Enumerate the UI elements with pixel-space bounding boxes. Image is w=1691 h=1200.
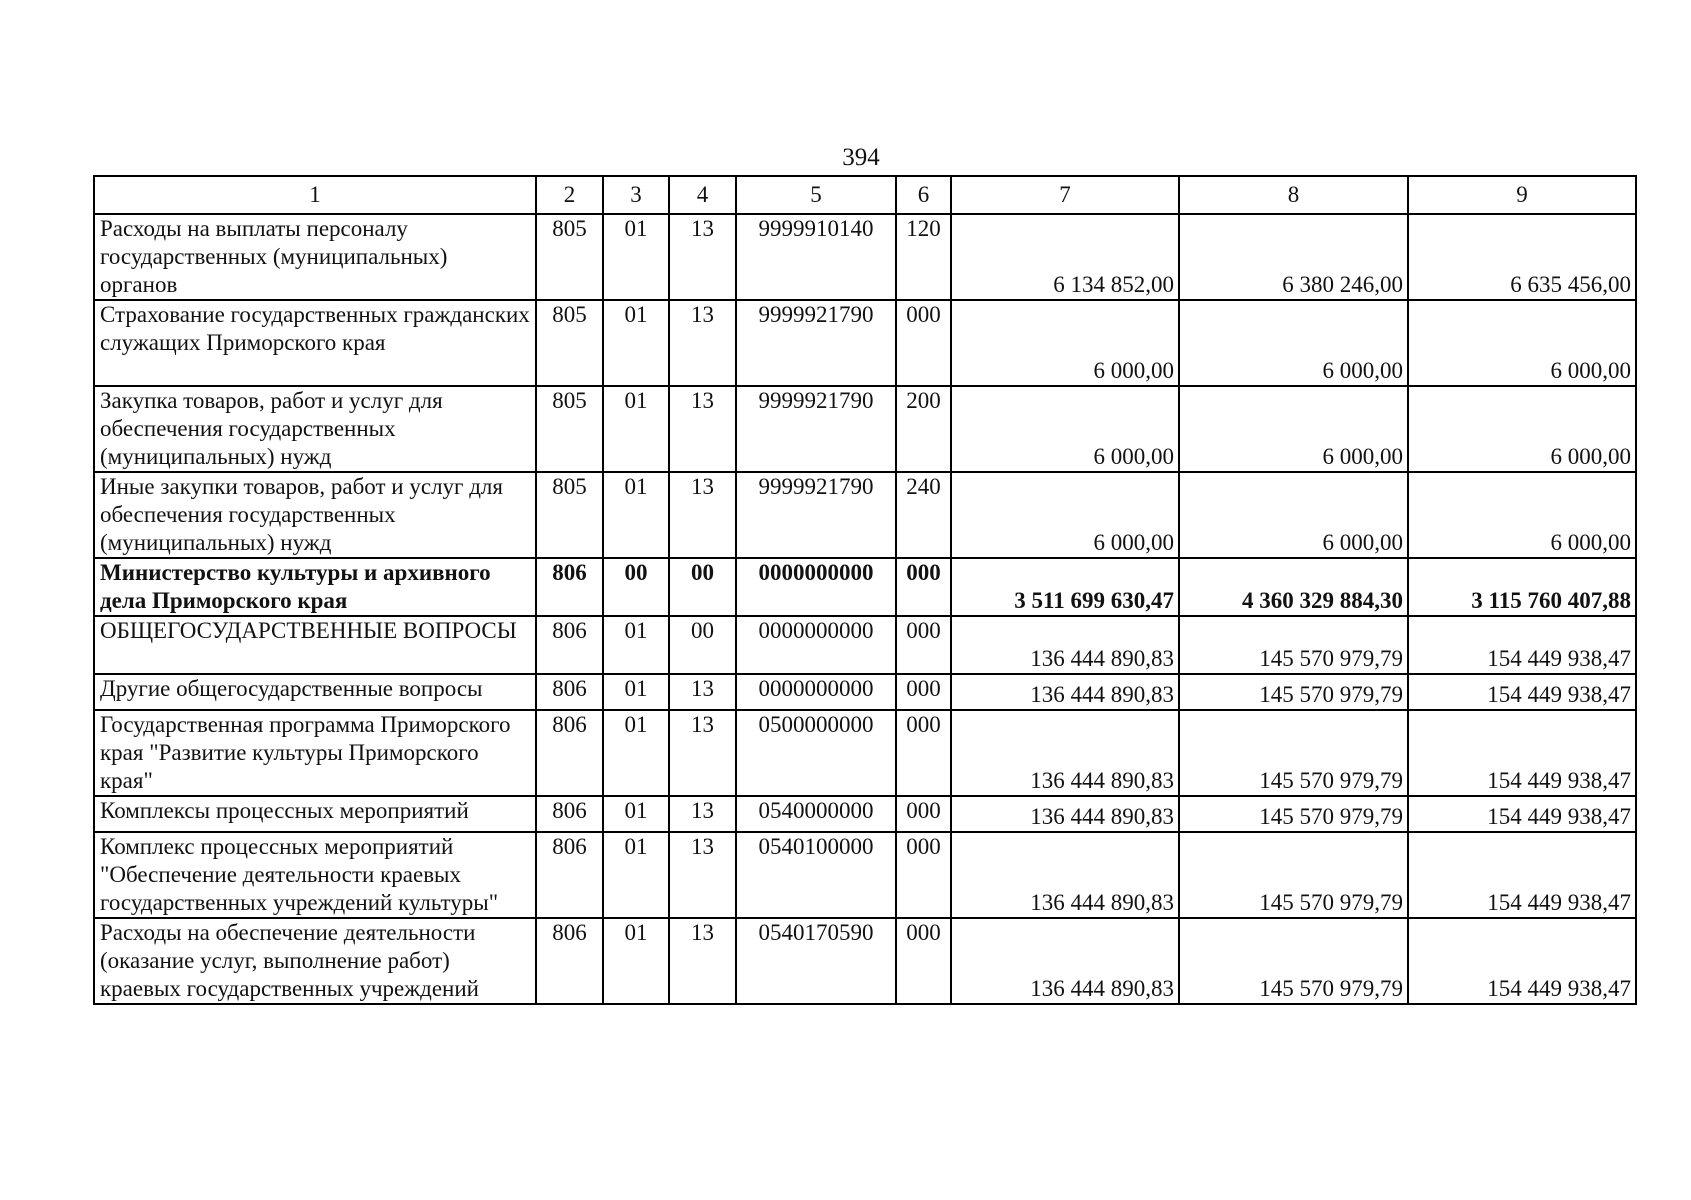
- column-header: 7: [951, 176, 1179, 214]
- amount-col7: 6 134 852,00: [951, 214, 1179, 300]
- target-article-code: 9999921790: [736, 472, 896, 558]
- amount-col8: 145 570 979,79: [1179, 674, 1408, 710]
- target-article-code: 0540000000: [736, 796, 896, 832]
- expense-type-code: 000: [896, 796, 951, 832]
- expense-type-code: 000: [896, 674, 951, 710]
- target-article-code: 0000000000: [736, 558, 896, 616]
- subsection-code: 00: [669, 616, 736, 674]
- table-row: [94, 710, 1636, 796]
- amount-col7: 136 444 890,83: [951, 796, 1179, 832]
- table-row: [94, 616, 1636, 674]
- subsection-code: 13: [669, 386, 736, 472]
- amount-col7: 136 444 890,83: [951, 918, 1179, 1004]
- amount-col9: 154 449 938,47: [1408, 674, 1636, 710]
- target-article-code: 9999910140: [736, 214, 896, 300]
- page-number: 394: [842, 144, 880, 171]
- table-row: [94, 796, 1636, 832]
- amount-col8: 6 000,00: [1179, 472, 1408, 558]
- row-name: Другие общегосударственные вопросы: [94, 674, 536, 710]
- target-article-code: 0540170590: [736, 918, 896, 1004]
- subsection-code: 00: [669, 558, 736, 616]
- subsection-code: 13: [669, 710, 736, 796]
- column-header: 1: [94, 176, 536, 214]
- amount-col7: 136 444 890,83: [951, 616, 1179, 674]
- amount-col7: 136 444 890,83: [951, 710, 1179, 796]
- admin-code: 805: [536, 300, 603, 386]
- amount-col9: 6 000,00: [1408, 300, 1636, 386]
- amount-col9: 6 000,00: [1408, 472, 1636, 558]
- subsection-code: 13: [669, 214, 736, 300]
- column-header: 9: [1408, 176, 1636, 214]
- amount-col9: 154 449 938,47: [1408, 616, 1636, 674]
- row-name: Страхование государственных гражданских служащих Приморского края: [94, 300, 536, 386]
- target-article-code: 0500000000: [736, 710, 896, 796]
- section-code: 01: [603, 386, 669, 472]
- amount-col9: 154 449 938,47: [1408, 710, 1636, 796]
- expense-type-code: 000: [896, 616, 951, 674]
- row-name: ОБЩЕГОСУДАРСТВЕННЫЕ ВОПРОСЫ: [94, 616, 536, 674]
- subsection-code: 13: [669, 796, 736, 832]
- row-name: Иные закупки товаров, работ и услуг для обеспечения государственных (муниципальных) нужд: [94, 472, 536, 558]
- expense-type-code: 240: [896, 472, 951, 558]
- expense-type-code: 000: [896, 558, 951, 616]
- amount-col7: 136 444 890,83: [951, 674, 1179, 710]
- section-code: 01: [603, 796, 669, 832]
- section-code: 01: [603, 472, 669, 558]
- row-name: Расходы на выплаты персоналу государственных (муниципальных) органов: [94, 214, 536, 300]
- admin-code: 806: [536, 832, 603, 918]
- section-code: 01: [603, 674, 669, 710]
- section-code: 01: [603, 616, 669, 674]
- section-code: 01: [603, 918, 669, 1004]
- row-name: Комплекс процессных мероприятий "Обеспечение деятельности краевых государственных учреждений культуры": [94, 832, 536, 918]
- column-header: 2: [536, 176, 603, 214]
- amount-col8: 145 570 979,79: [1179, 796, 1408, 832]
- column-header: 3: [603, 176, 669, 214]
- amount-col7: 136 444 890,83: [951, 832, 1179, 918]
- amount-col9: 6 635 456,00: [1408, 214, 1636, 300]
- amount-col8: 6 000,00: [1179, 386, 1408, 472]
- column-header-row: [94, 176, 1636, 214]
- subsection-code: 13: [669, 300, 736, 386]
- column-header: 6: [896, 176, 951, 214]
- expense-type-code: 200: [896, 386, 951, 472]
- subsection-code: 13: [669, 918, 736, 1004]
- expense-type-code: 120: [896, 214, 951, 300]
- amount-col8: 4 360 329 884,30: [1179, 558, 1408, 616]
- subsection-code: 13: [669, 832, 736, 918]
- column-header: 5: [736, 176, 896, 214]
- admin-code: 806: [536, 616, 603, 674]
- admin-code: 805: [536, 472, 603, 558]
- amount-col8: 145 570 979,79: [1179, 710, 1408, 796]
- section-code: 01: [603, 214, 669, 300]
- admin-code: 806: [536, 796, 603, 832]
- row-name: Закупка товаров, работ и услуг для обеспечения государственных (муниципальных) нужд: [94, 386, 536, 472]
- amount-col9: 154 449 938,47: [1408, 796, 1636, 832]
- amount-col7: 3 511 699 630,47: [951, 558, 1179, 616]
- amount-col9: 154 449 938,47: [1408, 918, 1636, 1004]
- admin-code: 806: [536, 558, 603, 616]
- admin-code: 806: [536, 918, 603, 1004]
- row-name: Министерство культуры и архивного дела Приморского края: [94, 558, 536, 616]
- expense-type-code: 000: [896, 300, 951, 386]
- target-article-code: 0000000000: [736, 616, 896, 674]
- row-name: Государственная программа Приморского края "Развитие культуры Приморского края": [94, 710, 536, 796]
- column-header: 8: [1179, 176, 1408, 214]
- section-code: 00: [603, 558, 669, 616]
- expense-type-code: 000: [896, 918, 951, 1004]
- section-code: 01: [603, 710, 669, 796]
- admin-code: 806: [536, 710, 603, 796]
- target-article-code: 0540100000: [736, 832, 896, 918]
- table-row: [94, 300, 1636, 386]
- table-row: [94, 674, 1636, 710]
- table-row: [94, 472, 1636, 558]
- row-name: Комплексы процессных мероприятий: [94, 796, 536, 832]
- amount-col8: 145 570 979,79: [1179, 832, 1408, 918]
- table-row: [94, 558, 1636, 616]
- amount-col9: 6 000,00: [1408, 386, 1636, 472]
- admin-code: 805: [536, 214, 603, 300]
- row-name: Расходы на обеспечение деятельности (оказание услуг, выполнение работ) краевых государственных учреждений: [94, 918, 536, 1004]
- section-code: 01: [603, 300, 669, 386]
- expense-type-code: 000: [896, 710, 951, 796]
- budget-table: [93, 175, 1637, 1005]
- expense-type-code: 000: [896, 832, 951, 918]
- amount-col8: 6 000,00: [1179, 300, 1408, 386]
- column-header: 4: [669, 176, 736, 214]
- table-row: [94, 832, 1636, 918]
- section-code: 01: [603, 832, 669, 918]
- amount-col7: 6 000,00: [951, 386, 1179, 472]
- amount-col9: 3 115 760 407,88: [1408, 558, 1636, 616]
- amount-col8: 6 380 246,00: [1179, 214, 1408, 300]
- subsection-code: 13: [669, 472, 736, 558]
- admin-code: 805: [536, 386, 603, 472]
- amount-col7: 6 000,00: [951, 472, 1179, 558]
- target-article-code: 9999921790: [736, 386, 896, 472]
- amount-col9: 154 449 938,47: [1408, 832, 1636, 918]
- amount-col7: 6 000,00: [951, 300, 1179, 386]
- admin-code: 806: [536, 674, 603, 710]
- target-article-code: 0000000000: [736, 674, 896, 710]
- amount-col8: 145 570 979,79: [1179, 918, 1408, 1004]
- amount-col8: 145 570 979,79: [1179, 616, 1408, 674]
- table-row: [94, 214, 1636, 300]
- target-article-code: 9999921790: [736, 300, 896, 386]
- table-row: [94, 918, 1636, 1004]
- table-row: [94, 386, 1636, 472]
- subsection-code: 13: [669, 674, 736, 710]
